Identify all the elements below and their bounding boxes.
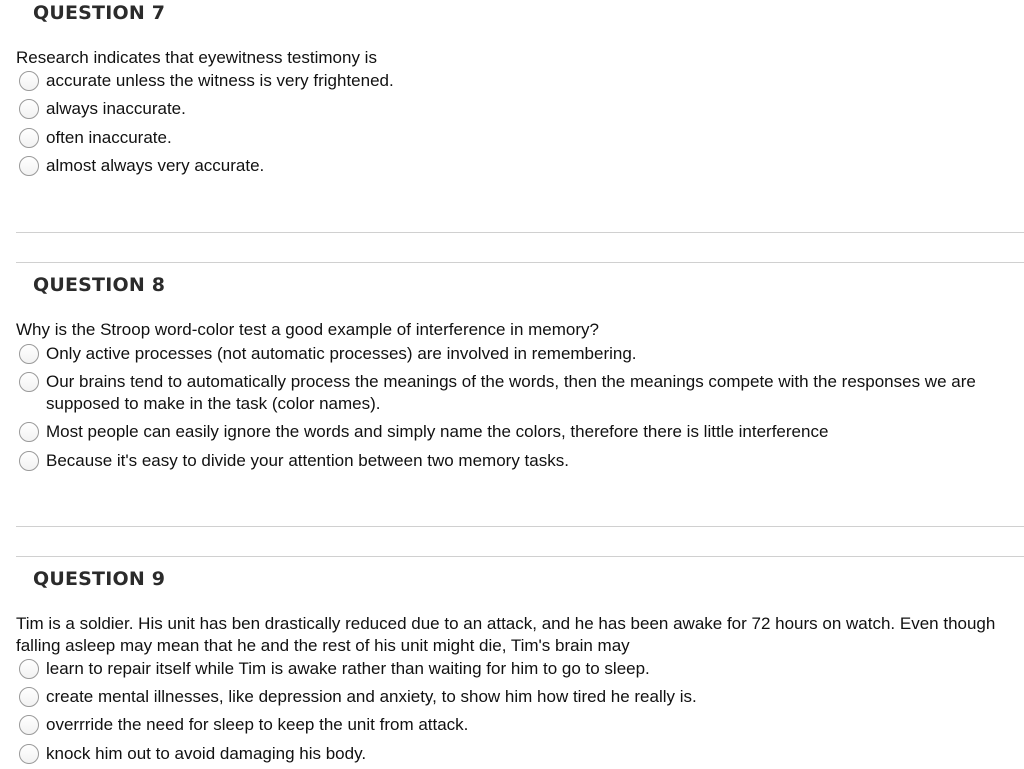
option-label: overrride the need for sleep to keep the unit from attack. [46,715,469,734]
question-8-prompt: Why is the Stroop word-color test a good example of interference in memory? [16,320,599,339]
question-7-prompt: Research indicates that eyewitness testimony is [16,48,377,67]
option-label: Only active processes (not automatic processes) are involved in remembering. [46,344,637,363]
question-7-option-1[interactable] [0,70,1024,94]
option-label: almost always very accurate. [46,156,265,175]
question-9-title: QUESTION 9 [33,568,166,590]
question-9-option-4[interactable] [0,743,1024,767]
radio-button[interactable] [19,99,39,119]
radio-button[interactable] [19,715,39,735]
option-label: learn to repair itself while Tim is awake rather than waiting for him to go to sleep. [46,659,650,678]
divider [16,262,1024,263]
divider [16,526,1024,527]
divider [16,556,1024,557]
question-7-title: QUESTION 7 [33,2,166,24]
option-label: often inaccurate. [46,128,172,147]
option-label: Our brains tend to automatically process the meanings of the words, then the meanings compete with the responses we are supposed to make in the task (color names). [46,372,976,413]
radio-button[interactable] [19,344,39,364]
option-label: accurate unless the witness is very frightened. [46,71,394,90]
radio-button[interactable] [19,659,39,679]
option-label: create mental illnesses, like depression and anxiety, to show him how tired he really is. [46,687,697,706]
radio-button[interactable] [19,451,39,471]
question-8-option-3[interactable] [0,421,1024,445]
question-8-option-2[interactable] [0,371,1024,417]
question-9-prompt: Tim is a soldier. His unit has ben drastically reduced due to an attack, and he has been awake for 72 hours on watch. Even though falling asleep may mean that he and the rest of his unit might die, Tim's brain may [16,614,996,655]
radio-button[interactable] [19,744,39,764]
question-8-option-4[interactable] [0,450,1024,474]
radio-button[interactable] [19,687,39,707]
radio-button[interactable] [19,422,39,442]
option-label: always inaccurate. [46,99,186,118]
option-label: Because it's easy to divide your attention between two memory tasks. [46,451,569,470]
divider [16,232,1024,233]
question-9-option-3[interactable] [0,714,1024,738]
question-7-option-3[interactable] [0,127,1024,151]
option-label: knock him out to avoid damaging his body. [46,744,367,763]
radio-button[interactable] [19,71,39,91]
question-9-option-1[interactable] [0,658,1024,682]
radio-button[interactable] [19,156,39,176]
question-8-option-1[interactable] [0,343,1024,367]
radio-button[interactable] [19,372,39,392]
option-label: Most people can easily ignore the words and simply name the colors, therefore there is little interference [46,422,829,441]
question-9-option-2[interactable] [0,686,1024,710]
question-8-title: QUESTION 8 [33,274,166,296]
radio-button[interactable] [19,128,39,148]
question-7-option-2[interactable] [0,98,1024,122]
question-7-option-4[interactable] [0,155,1024,179]
